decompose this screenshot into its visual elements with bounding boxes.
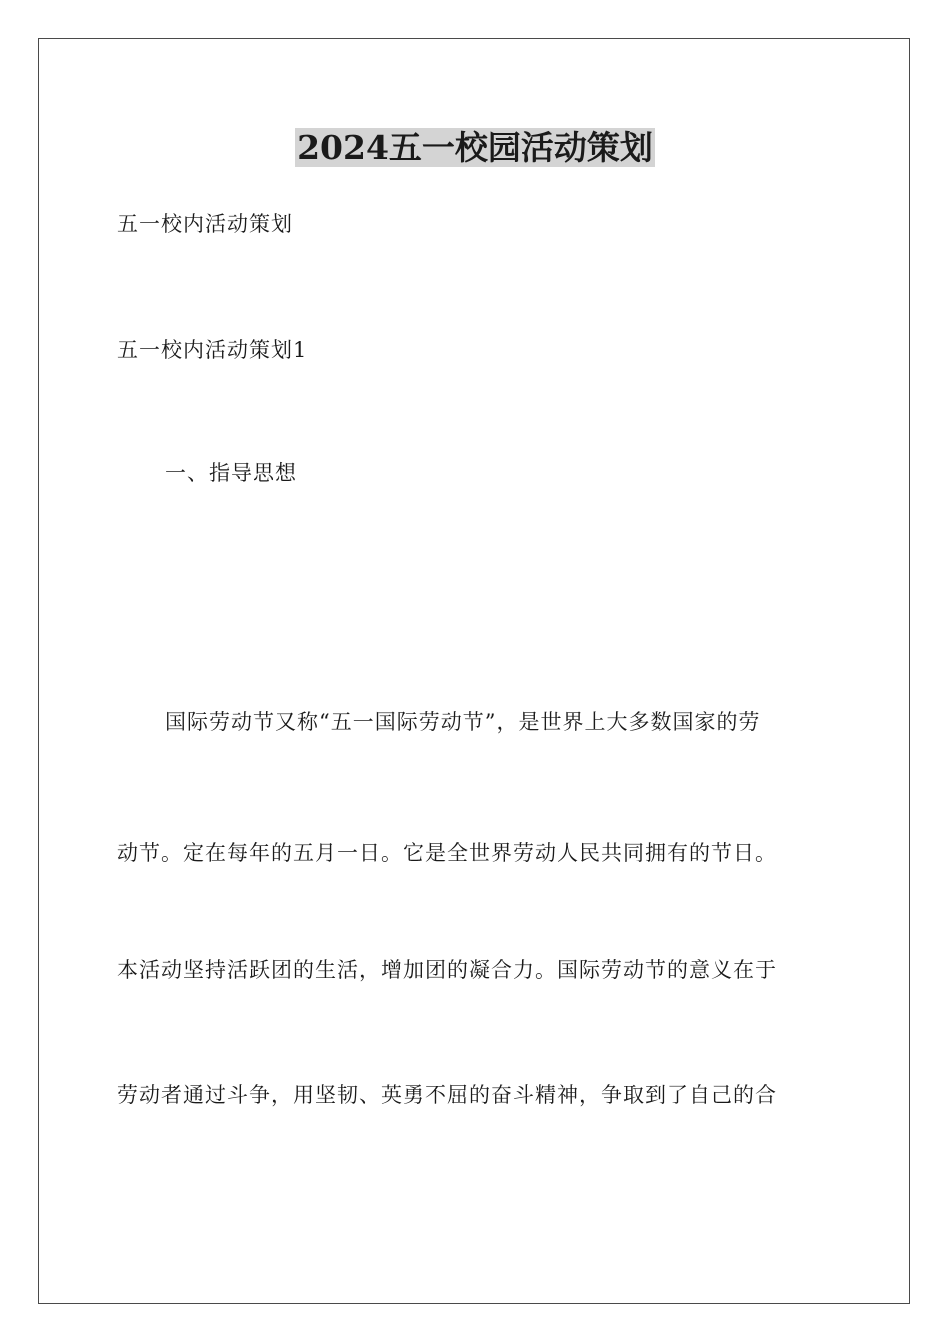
- subsection-heading: 一、指导思想: [165, 461, 297, 485]
- paragraph-line: 本活动坚持活跃团的生活，增加团的凝合力。国际劳动节的意义在于: [117, 958, 777, 982]
- paragraph-line: 劳动者通过斗争，用坚韧、英勇不屈的奋斗精神，争取到了自己的合: [117, 1083, 777, 1107]
- document-subtitle: 五一校内活动策划: [117, 212, 293, 236]
- document-title: [0, 126, 950, 170]
- paragraph-line: 国际劳动节又称“五一国际劳动节”，是世界上大多数国家的劳: [165, 710, 761, 734]
- document-title-text: 2024五一校园活动策划: [297, 128, 653, 167]
- section-heading: 五一校内活动策划1: [117, 338, 308, 362]
- paragraph-line: 动节。定在每年的五月一日。它是全世界劳动人民共同拥有的节日。: [117, 841, 777, 865]
